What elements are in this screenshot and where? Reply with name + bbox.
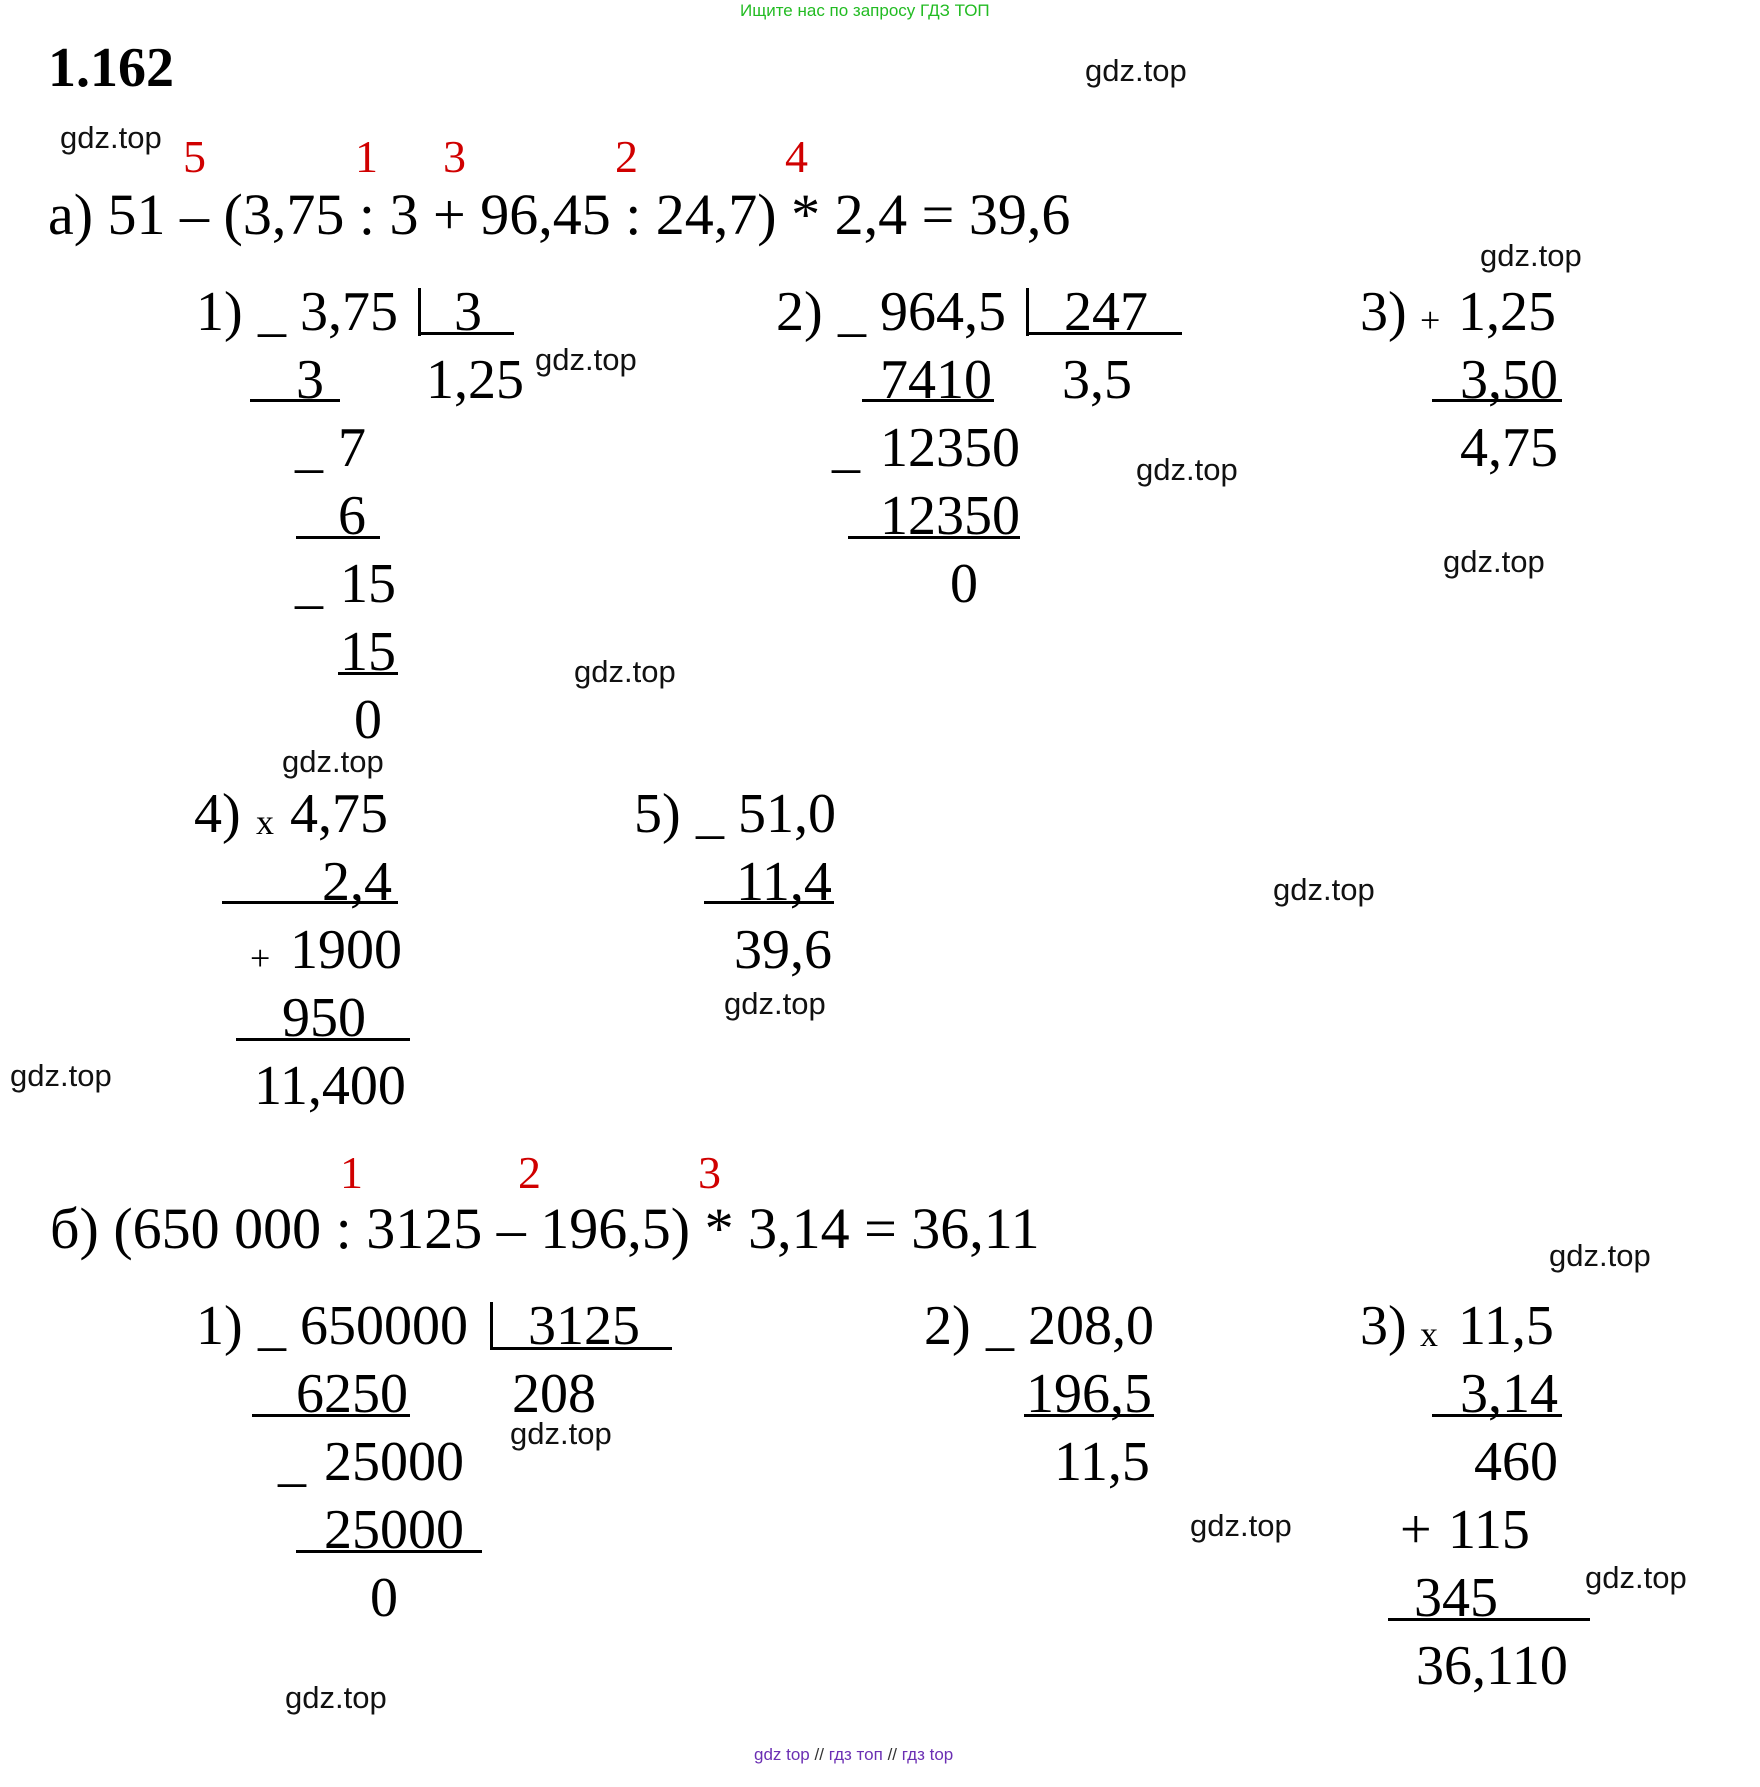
watermark-text: gdz.top [535,342,637,377]
addend: 1,25 [1458,281,1556,343]
search-hint: Ищите нас по запросу ГДЗ ТОП [740,1,990,20]
divisor: 247 [1064,281,1148,343]
subtrahend: 11,4 [736,851,832,913]
expression-a: а) 51 – (3,75 : 3 + 96,45 : 24,7) * 2,4 = 39,6 [48,182,1071,247]
minus-sign: _ [838,281,866,343]
partial-product: 460 [1474,1431,1558,1493]
step-label: 2) [776,281,823,343]
difference-result: 11,5 [1054,1431,1150,1493]
work-row: 7410 [880,349,992,411]
step-label: 1) [196,281,243,343]
watermark-text: gdz.top [1273,872,1375,907]
dividend: 964,5 [880,281,1006,343]
watermark-text: gdz.top [282,744,384,779]
minus-sign: _ [295,553,323,615]
order-mark: 1 [340,1147,363,1198]
footer-separator: // [887,1745,898,1764]
work-underline [250,399,340,402]
work-row: 25000 [324,1431,464,1493]
step-label: 5) [634,783,681,845]
work-underline [862,399,994,402]
work-row: 15 [340,621,396,683]
division-bar [418,288,421,336]
partial-product: 345 [1414,1567,1498,1629]
footer-link[interactable]: gdz top [754,1745,810,1764]
order-mark: 3 [443,131,466,182]
minus-sign: _ [832,417,860,479]
order-mark: 2 [615,131,638,182]
work-row: 7 [338,417,366,479]
watermark-text: gdz.top [1190,1508,1292,1543]
plus-sign: + [250,938,271,978]
minus-sign: _ [278,1431,306,1493]
factor: 4,75 [290,783,388,845]
footer-link[interactable]: гдз топ [828,1745,883,1764]
sum-result: 4,75 [1460,417,1558,479]
watermark-text: gdz.top [1443,544,1545,579]
order-mark: 2 [518,1147,541,1198]
difference-underline [704,901,834,904]
division-bar [1026,288,1029,336]
work-row: 6250 [296,1363,408,1425]
product-underline [222,901,398,904]
minus-sign: _ [295,417,323,479]
product-underline [236,1038,410,1041]
minus-sign: _ [258,281,286,343]
minus-sign: _ [986,1295,1014,1357]
work-underline [338,672,398,675]
work-underline [296,1550,482,1553]
dividend: 650000 [300,1295,468,1357]
times-sign: x [256,802,274,842]
partial-product: 1900 [290,919,402,981]
work-underline [252,1414,410,1417]
factor: 3,14 [1460,1363,1558,1425]
factor: 11,5 [1458,1295,1554,1357]
addend: 3,50 [1460,349,1558,411]
order-mark: 3 [698,1147,721,1198]
partial-product: 950 [282,987,366,1049]
sum-underline [1432,399,1562,402]
step-label: 3) [1360,281,1407,343]
plus-sign: + [1420,300,1441,340]
watermark-text: gdz.top [285,1680,387,1715]
plus-sign: + [1400,1499,1432,1561]
order-mark: 1 [355,131,378,182]
divisor-underline [490,1347,672,1350]
work-row: 12350 [880,417,1020,479]
divisor: 3125 [528,1295,640,1357]
watermark-text: gdz.top [1085,53,1187,88]
factor: 2,4 [322,851,392,913]
watermark-text: gdz.top [724,986,826,1021]
work-row: 3 [296,349,324,411]
watermark-text: gdz.top [1549,1238,1651,1273]
footer-separator: // [814,1745,824,1764]
product-underline [1432,1414,1562,1417]
partial-product: 115 [1448,1499,1530,1561]
order-mark: 5 [183,131,206,182]
watermark-text: gdz.top [1480,238,1582,273]
watermark-text: gdz.top [10,1058,112,1093]
minuend: 208,0 [1028,1295,1154,1357]
dividend: 3,75 [300,281,398,343]
product-underline [1388,1618,1590,1621]
work-row: 0 [354,689,382,751]
step-label: 1) [196,1295,243,1357]
minus-sign: _ [258,1295,286,1357]
work-row: 12350 [880,485,1020,547]
problem-number: 1.162 [48,37,174,99]
watermark-text: gdz.top [510,1416,612,1451]
work-underline [296,536,380,539]
division-bar [490,1302,493,1350]
divisor-underline [418,332,514,335]
work-row: 0 [950,553,978,615]
order-mark: 4 [785,131,808,182]
quotient: 3,5 [1062,349,1132,411]
times-sign: x [1420,1314,1438,1354]
step-label: 2) [924,1295,971,1357]
footer-links [754,1746,953,1763]
product-result: 36,110 [1416,1635,1568,1697]
watermark-text: gdz.top [574,654,676,689]
quotient: 1,25 [426,349,524,411]
minus-sign: _ [696,783,724,845]
product-result: 11,400 [254,1055,406,1117]
work-underline [848,536,1020,539]
work-row: 25000 [324,1499,464,1561]
step-label: 4) [194,783,241,845]
minuend: 51,0 [738,783,836,845]
watermark-text: gdz.top [1585,1560,1687,1595]
quotient: 208 [512,1363,596,1425]
difference-result: 39,6 [734,919,832,981]
subtrahend: 196,5 [1026,1363,1152,1425]
divisor: 3 [454,281,482,343]
work-row: 15 [340,553,396,615]
expression-b: б) (650 000 : 3125 – 196,5) * 3,14 = 36,11 [50,1196,1040,1261]
step-label: 3) [1360,1295,1407,1357]
work-row: 6 [338,485,366,547]
watermark-text: gdz.top [1136,452,1238,487]
divisor-underline [1026,332,1182,335]
work-row: 0 [370,1567,398,1629]
difference-underline [1024,1414,1154,1417]
watermark-text: gdz.top [60,120,162,155]
footer-link[interactable]: гдз top [901,1745,954,1764]
